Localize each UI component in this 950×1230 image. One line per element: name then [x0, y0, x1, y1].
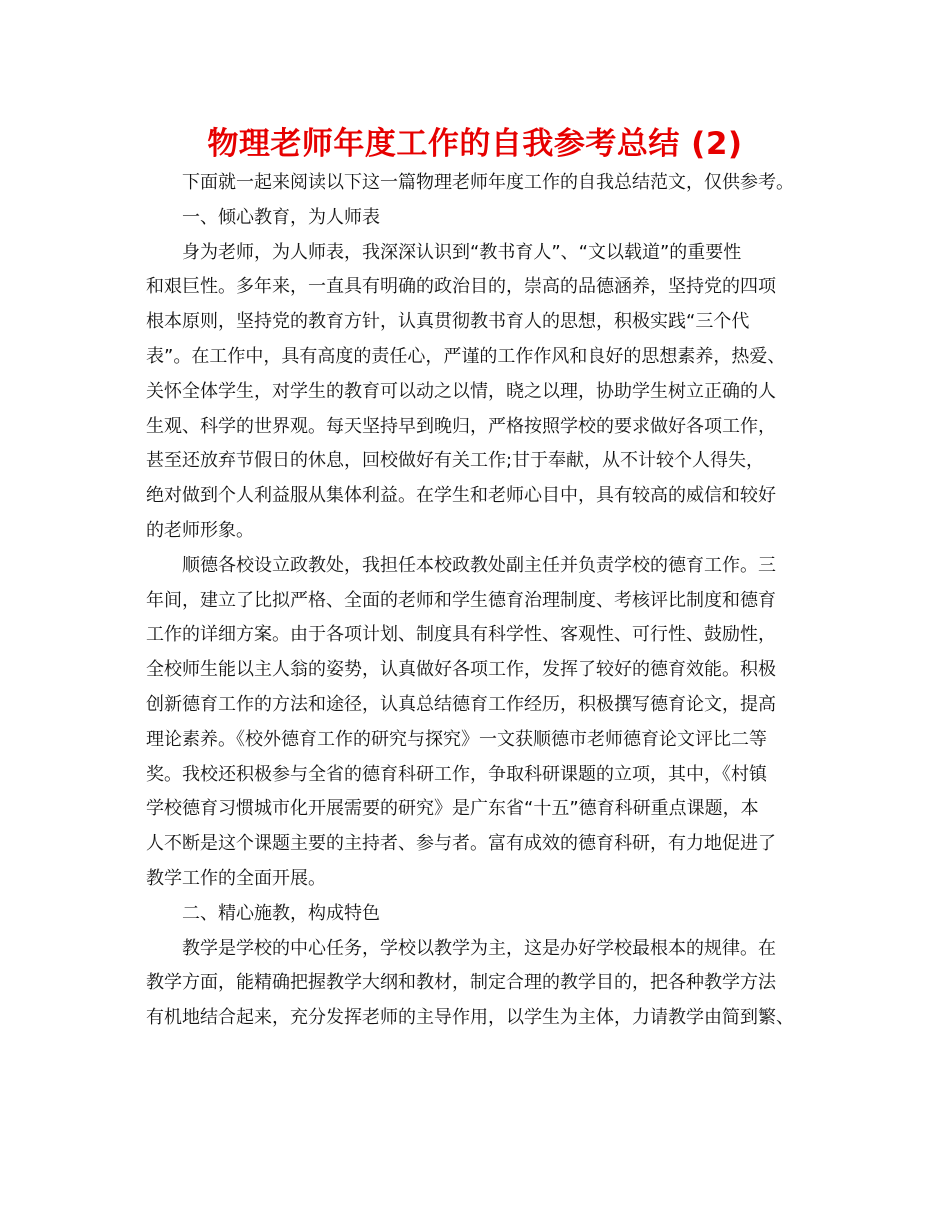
text-line: 二、精心施教，构成特色 — [182, 902, 380, 924]
text-line: 创新德育工作的方法和途径，认真总结德育工作经历，积极撰写德育论文，提高 — [146, 693, 776, 715]
text-line: 人不断是这个课题主要的主持者、参与者。富有成效的德育科研，有力地促进了 — [146, 833, 776, 855]
text-line: 下面就一起来阅读以下这一篇物理老师年度工作的自我总结范文，仅供参考。 — [182, 172, 794, 193]
text-line: 学校德育习惯城市化开展需要的研究》是广东省“十五”德育科研重点课题，本 — [146, 798, 759, 820]
text-line: 根本原则，坚持党的教育方针，认真贯彻教书育人的思想，积极实践“三个代 — [146, 311, 750, 333]
text-line: 生观、科学的世界观。每天坚持早到晚归，严格按照学校的要求做好各项工作， — [146, 415, 776, 437]
text-line: 全校师生能以主人翁的姿势，认真做好各项工作，发挥了较好的德育效能。积极 — [146, 659, 776, 681]
text-line: 的老师形象。 — [146, 519, 254, 541]
document-title: 物理老师年度工作的自我参考总结 (2) — [207, 126, 743, 162]
text-line: 有机地结合起来，充分发挥老师的主导作用，以学生为主体，力请教学由简到繁、 — [146, 1007, 794, 1029]
text-line: 年间，建立了比拟严格、全面的老师和学生德育治理制度、考核评比制度和德育 — [146, 589, 776, 611]
text-line: 表”。在工作中，具有高度的责任心，严谨的工作作风和良好的思想素养，热爱、 — [146, 345, 786, 367]
text-line: 一、倾心教育，为人师表 — [182, 206, 380, 228]
text-line: 教学工作的全面开展。 — [146, 867, 326, 889]
text-line: 理论素养。《校外德育工作的研究与探究》一文获顺德市老师德育论文评比二等 — [146, 728, 767, 750]
text-line: 奖。我校还积极参与全省的德育科研工作，争取科研课题的立项，其中，《村镇 — [146, 763, 767, 785]
text-line: 顺德各校设立政教处，我担任本校政教处副主任并负责学校的德育工作。三 — [182, 554, 776, 576]
text-line: 教学方面，能精确把握教学大纲和教材，制定合理的教学目的，把各种教学方法 — [146, 972, 776, 994]
text-line: 和艰巨性。多年来，一直具有明确的政治目的，崇高的品德涵养，坚持党的四项 — [146, 276, 776, 298]
text-line: 教学是学校的中心任务，学校以教学为主，这是办好学校最根本的规律。在 — [182, 937, 776, 959]
text-line: 关怀全体学生，对学生的教育可以动之以情，晓之以理，协助学生树立正确的人 — [146, 380, 776, 402]
text-line: 绝对做到个人利益服从集体利益。在学生和老师心目中，具有较高的威信和较好 — [146, 485, 776, 507]
text-line: 甚至还放弃节假日的休息，回校做好有关工作;甘于奉献，从不计较个人得失， — [146, 450, 765, 472]
text-line: 身为老师，为人师表，我深深认识到“教书育人”、“文以载道”的重要性 — [182, 241, 742, 263]
text-line: 工作的详细方案。由于各项计划、制度具有科学性、客观性、可行性、鼓励性， — [146, 624, 776, 646]
document-body — [146, 166, 810, 1036]
